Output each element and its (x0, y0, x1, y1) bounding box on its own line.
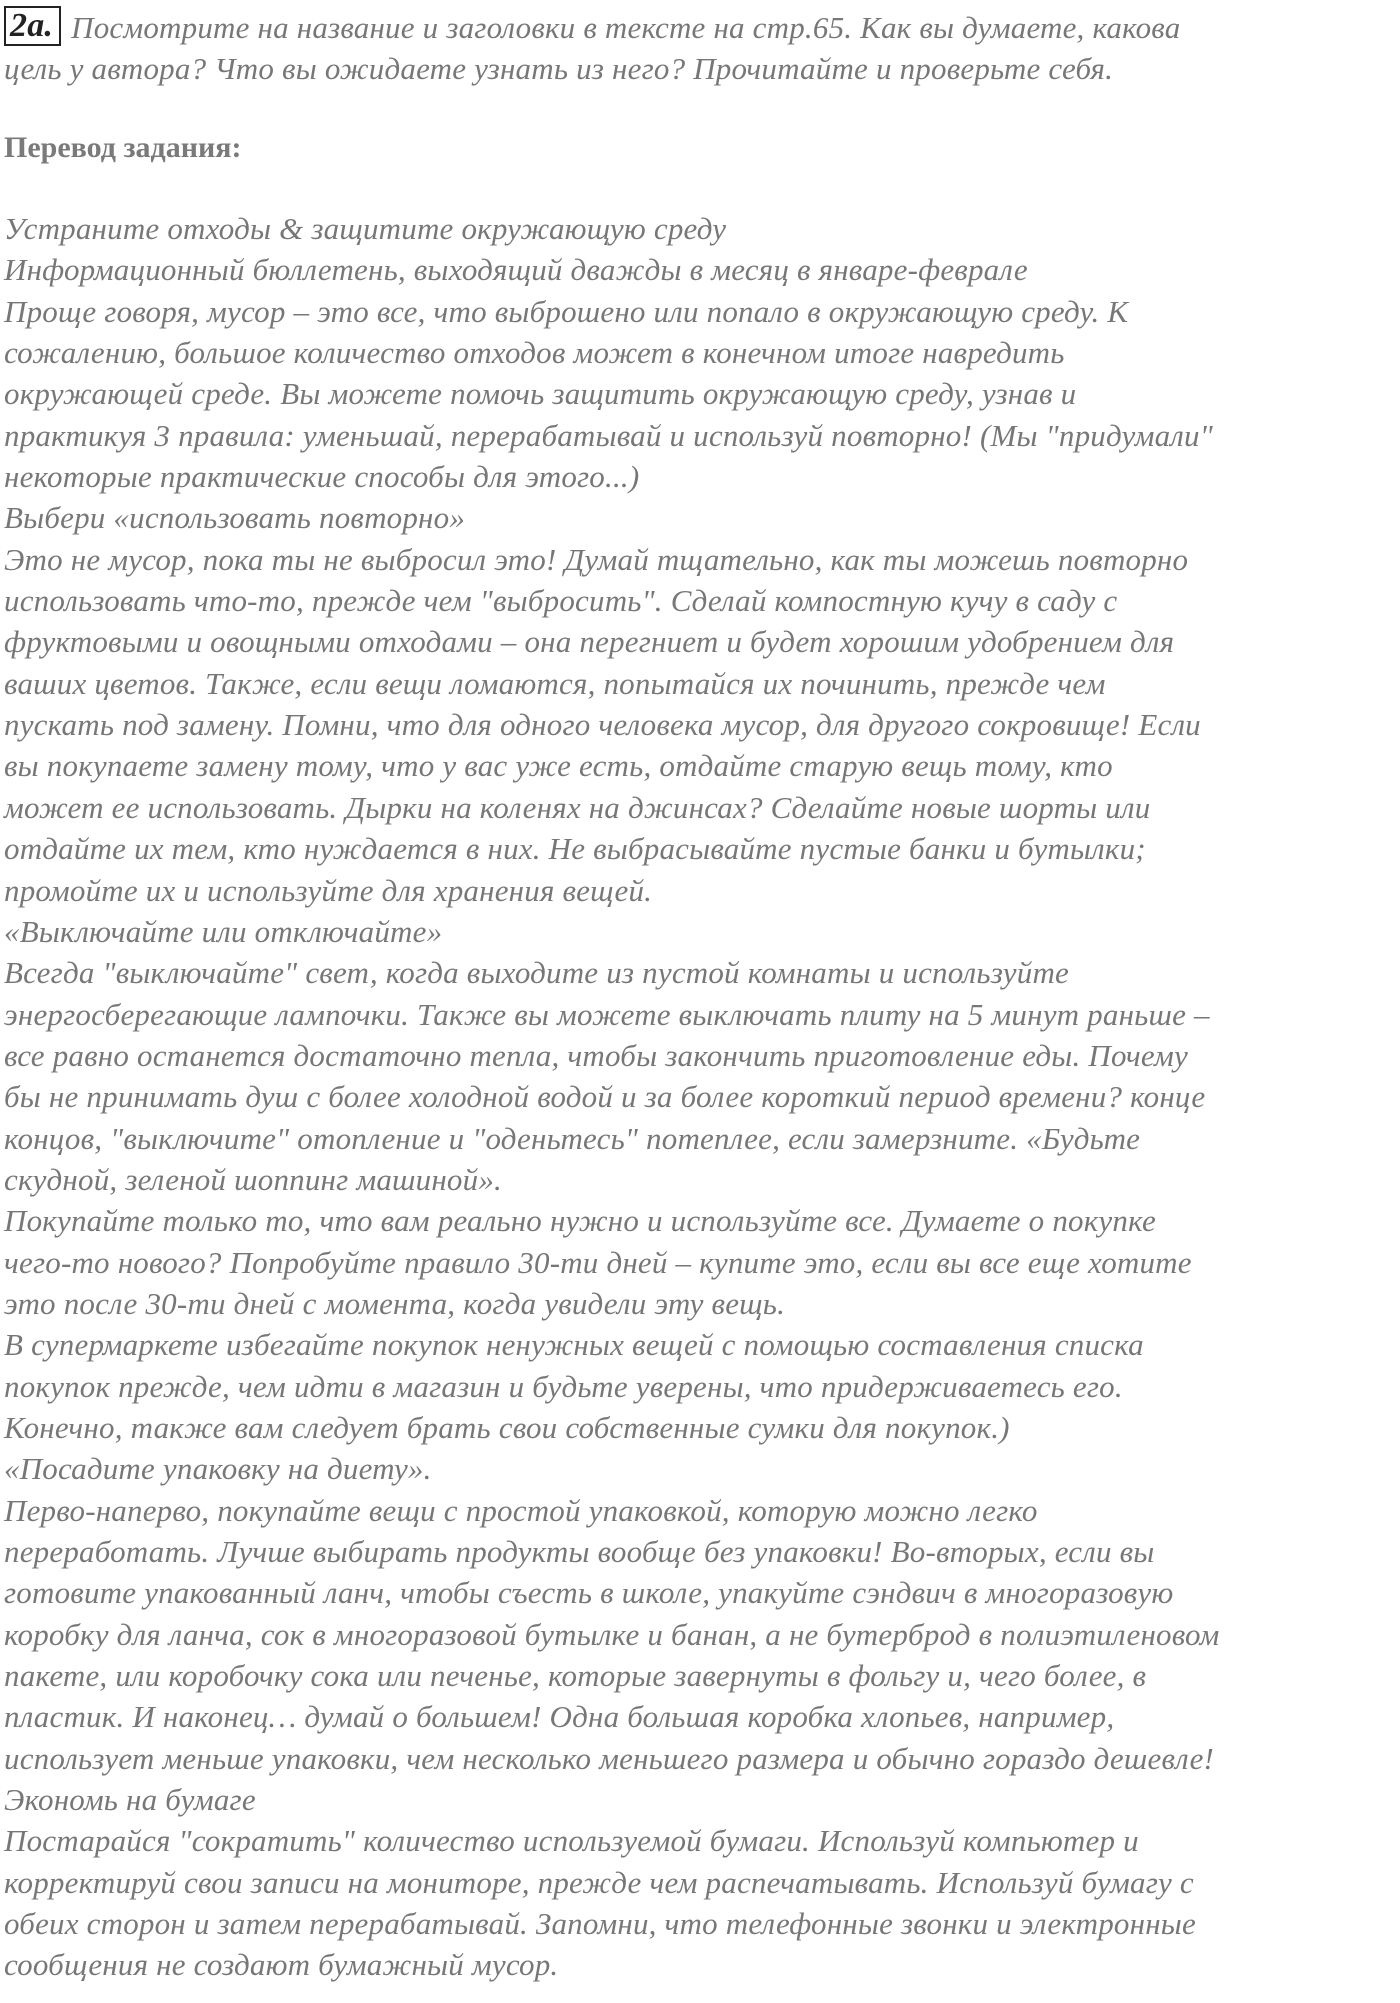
document-page (4, 6, 1396, 1986)
text-line: скудной, зеленой шоппинг машиной». (4, 1161, 502, 1197)
section-title: Выбери «использовать повторно» (4, 500, 466, 536)
text-line: В супермаркете избегайте покупок ненужных вещей с помощью составления списка (4, 1327, 1144, 1363)
section-title: «Выключайте или отключайте» (4, 913, 443, 949)
text-line: это после 30-ти дней с момента, когда увидели эту вещь. (4, 1285, 786, 1321)
text-line: практикуя 3 правила: уменьшай, перерабатывай и используй повторно! (Мы "придумали" (4, 417, 1213, 453)
text-line: переработать. Лучше выбирать продукты вообще без упаковки! Во-вторых, если вы (4, 1534, 1155, 1569)
section-title: Экономь на бумаге (4, 1782, 256, 1818)
text-line: пускать под замену. Помни, что для одного человека мусор, для другого сокровище! Если (4, 707, 1201, 743)
text-line: сожалению, большое количество отходов может в конечном итоге навредить (4, 335, 1065, 371)
text-line: использует меньше упаковки, чем несколько меньшего размера и обычно гораздо дешевле! (4, 1740, 1215, 1776)
text-line: Покупайте только то, что вам реально нужно и используйте все. Думаете о покупке (4, 1203, 1156, 1239)
translation-body (4, 208, 1396, 1986)
text-line: пакете, или коробочку сока или печенье, которые завернуты в фольгу и, чего более, в (4, 1658, 1147, 1694)
text-line: фруктовыми и овощными отходами – она перегниет и будет хорошим удобрением для (4, 624, 1175, 660)
text-line: концов, "выключите" отопление и "оденьтесь" потеплее, если замерзните. «Будьте (4, 1120, 1141, 1156)
text-line: Всегда "выключайте" свет, когда выходите из пустой комнаты и используйте (4, 955, 1069, 991)
text-line: сообщения не создают бумажный мусор. (4, 1947, 559, 1983)
task-prompt-line (4, 6, 1396, 48)
text-line: Постарайся "сократить" количество используемой бумаги. Используй компьютер и (4, 1823, 1139, 1859)
text-line: Это не мусор, пока ты не выбросил это! Думай тщательно, как ты можешь повторно (4, 541, 1189, 577)
translation-heading: Перевод задания: (4, 131, 242, 164)
text-line: вы покупаете замену тому, что у вас уже есть, отдайте старую вещь тому, кто (4, 748, 1113, 784)
text-line: корректируй свои записи на мониторе, прежде чем распечатывать. Используй бумагу с (4, 1864, 1194, 1900)
text-line: покупок прежде, чем идти в магазин и будьте уверены, что придерживаетесь его. (4, 1368, 1123, 1404)
text-line: все равно останется достаточно тепла, чтобы закончить приготовление еды. Почему (4, 1037, 1188, 1073)
task-prompt-line: цель у автора? Что вы ожидаете узнать из него? Прочитайте и проверьте себя. (4, 51, 1114, 86)
task-number-badge: 2a. (4, 6, 61, 46)
task-prompt-text: Посмотрите на название и заголовки в тексте на стр.65. Как вы думаете, какова (71, 10, 1181, 45)
text-line: пластик. И наконец… думай о большем! Одна большая коробка хлопьев, например, (4, 1699, 1115, 1735)
text-line: бы не принимать душ с более холодной водой и за более короткий период времени? конце (4, 1079, 1206, 1115)
text-line: ваших цветов. Также, если вещи ломаются, попытайся их починить, прежде чем (4, 665, 1106, 701)
text-line: чего-то нового? Попробуйте правило 30-ти дней – купите это, если вы все еще хотите (4, 1244, 1192, 1280)
text-line: Конечно, также вам следует брать свои собственные сумки для покупок.) (4, 1409, 1010, 1445)
text-line: коробку для ланча, сок в многоразовой бутылке и банан, а не бутерброд в полиэтиленовом (4, 1616, 1220, 1652)
text-line: обеих сторон и затем перерабатывай. Запомни, что телефонные звонки и электронные (4, 1906, 1196, 1942)
text-line: может ее использовать. Дырки на коленях на джинсах? Сделайте новые шорты или (4, 789, 1151, 825)
text-line: отдайте их тем, кто нуждается в них. Не выбрасывайте пустые банки и бутылки; (4, 831, 1146, 867)
text-line: окружающей среде. Вы можете помочь защитить окружающую среду, узнав и (4, 376, 1077, 412)
text-line: промойте их и используйте для хранения вещей. (4, 872, 653, 908)
text-line: Перво-наперво, покупайте вещи с простой упаковкой, которую можно легко (4, 1492, 1038, 1528)
section-title: «Посадите упаковку на диету». (4, 1451, 432, 1487)
text-line: готовите упакованный ланч, чтобы съесть в школе, упакуйте сэндвич в многоразовую (4, 1575, 1174, 1611)
text-line: некоторые практические способы для этого...) (4, 459, 640, 495)
text-line: Проще говоря, мусор – это все, что выброшено или попало в окружающую среду. К (4, 293, 1129, 329)
text-line: Устраните отходы & защитите окружающую среду (4, 211, 727, 246)
text-line: Информационный бюллетень, выходящий дважды в месяц в январе-феврале (4, 252, 1028, 288)
text-line: использовать что-то, прежде чем "выбросить". Сделай компостную кучу в саду с (4, 583, 1118, 619)
text-line: энергосберегающие лампочки. Также вы можете выключать плиту на 5 минут раньше – (4, 996, 1210, 1032)
